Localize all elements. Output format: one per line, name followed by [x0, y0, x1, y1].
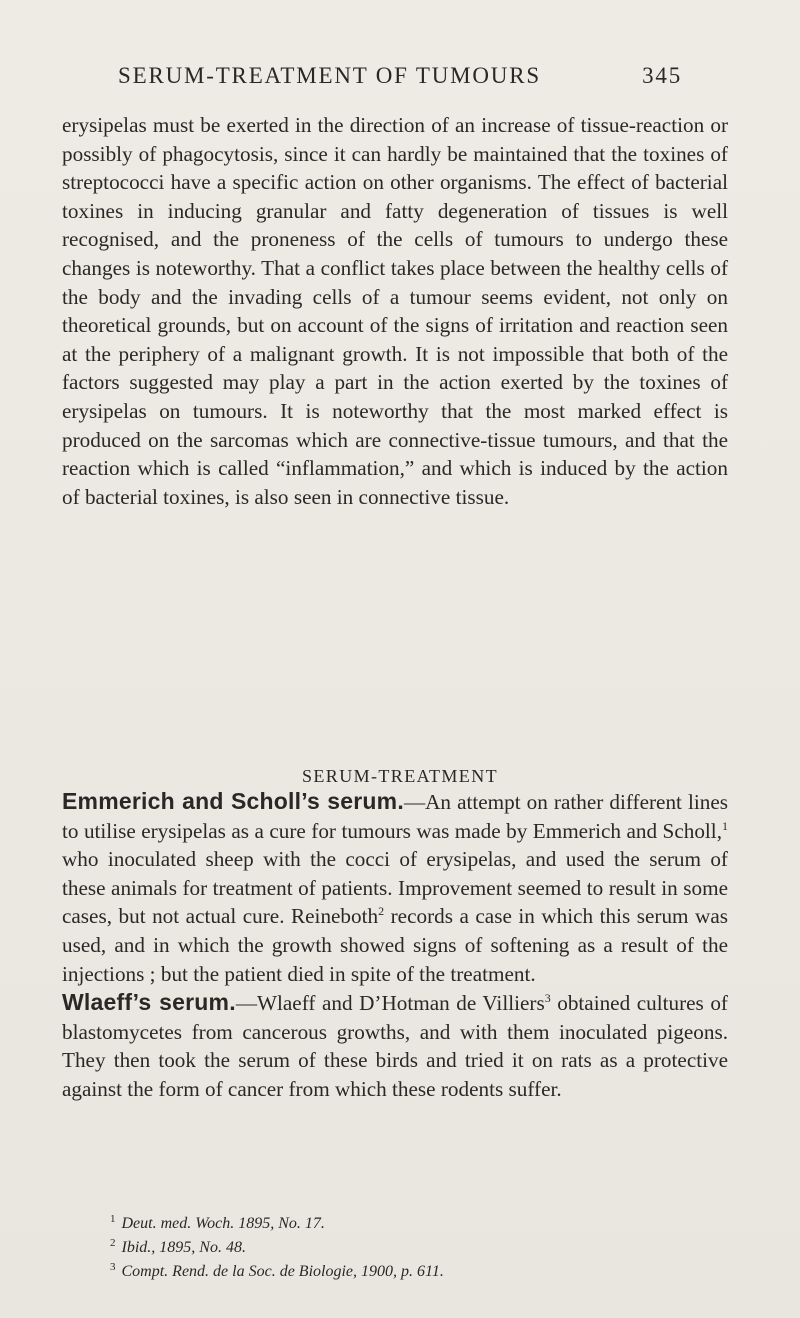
paragraph-emmerich-scholl [62, 787, 728, 988]
paragraph-text: erysipelas must be exerted in the direction of an increase of tissue-reaction or possibly of phagocytosis, since it can hardly be maintained that the toxines of streptococci have a specific action on other organisms. The effect of bacterial toxines in inducing granular and fatty degeneration of tissues is well recognised, and the proneness of the cells of tumours to undergo these changes is noteworthy. That a conflict takes place between the healthy cells of the body and the invading cells of a tumour seems evident, not only on theoretical grounds, but on account of the signs of irritation and reaction seen at the periphery of a malignant growth. It is not impossible that both of the factors suggested may play a part in the action exerted by the toxines of erysipelas on tumours. It is noteworthy that the most marked effect is produced on the sarcomas which are connective-tissue tumours, and that the reaction which is called “inflammation,” and which is induced by the action of bacterial toxines, is also seen in connective tissue. [62, 113, 728, 509]
footnote-ref-2[interactable]: 2 [378, 904, 385, 919]
footnote-mark: 3 [110, 1260, 116, 1273]
running-head [118, 60, 682, 92]
paragraph-wlaeff [62, 988, 728, 1103]
footnote-mark: 2 [110, 1236, 116, 1249]
footnote-1 [110, 1212, 730, 1236]
paragraph-text: who inoculated sheep with the cocci of erysipelas, and used the serum of these animals for treatment of patients. Improvement seemed to result in some cases, but not actual cure. Reineboth [62, 847, 728, 929]
serum-section-body [62, 787, 728, 1104]
footnote-2 [110, 1236, 730, 1260]
footnote-text: Ibid., 1895, No. 48. [121, 1239, 246, 1256]
paragraph-text: records a case in which this serum was used, and in which the growth showed signs of softening as a result of the injections ; but the patient died in spite of the treatment. [62, 904, 728, 986]
footnote-mark: 1 [110, 1212, 116, 1225]
paragraph-text: obtained cultures of blastomycetes from cancerous growths, and with them inoculated pigeons. They then took the serum of these birds and tried it on rats as a protective against the form of cancer from which these rodents suffer. [62, 991, 728, 1101]
section-heading: SERUM-TREATMENT [302, 766, 498, 786]
footnote-3 [110, 1260, 730, 1284]
footnote-text: Deut. med. Woch. 1895, No. 17. [121, 1215, 325, 1232]
footnotes [110, 1212, 730, 1284]
running-head-title: SERUM-TREATMENT OF TUMOURS [118, 63, 541, 88]
page-number: 345 [642, 63, 682, 88]
footnote-ref-1[interactable]: 1 [722, 818, 728, 833]
paragraph-erysipelas-action [62, 111, 728, 511]
run-in-heading-wlaeff: Wlaeff’s serum. [62, 989, 236, 1016]
footnote-ref-3[interactable]: 3 [544, 991, 551, 1006]
paragraph-text: —Wlaeff and D’Hotman de Villiers [235, 991, 545, 1016]
paragraph-text: —An attempt on rather different lines to utilise erysipelas as a cure for tumours was made by Emmerich and Scholl, [62, 790, 729, 843]
run-in-heading-emmerich: Emmerich and Scholl’s serum. [62, 788, 404, 814]
footnote-text: Compt. Rend. de la Soc. de Biologie, 1900, p. 611. [121, 1263, 444, 1280]
